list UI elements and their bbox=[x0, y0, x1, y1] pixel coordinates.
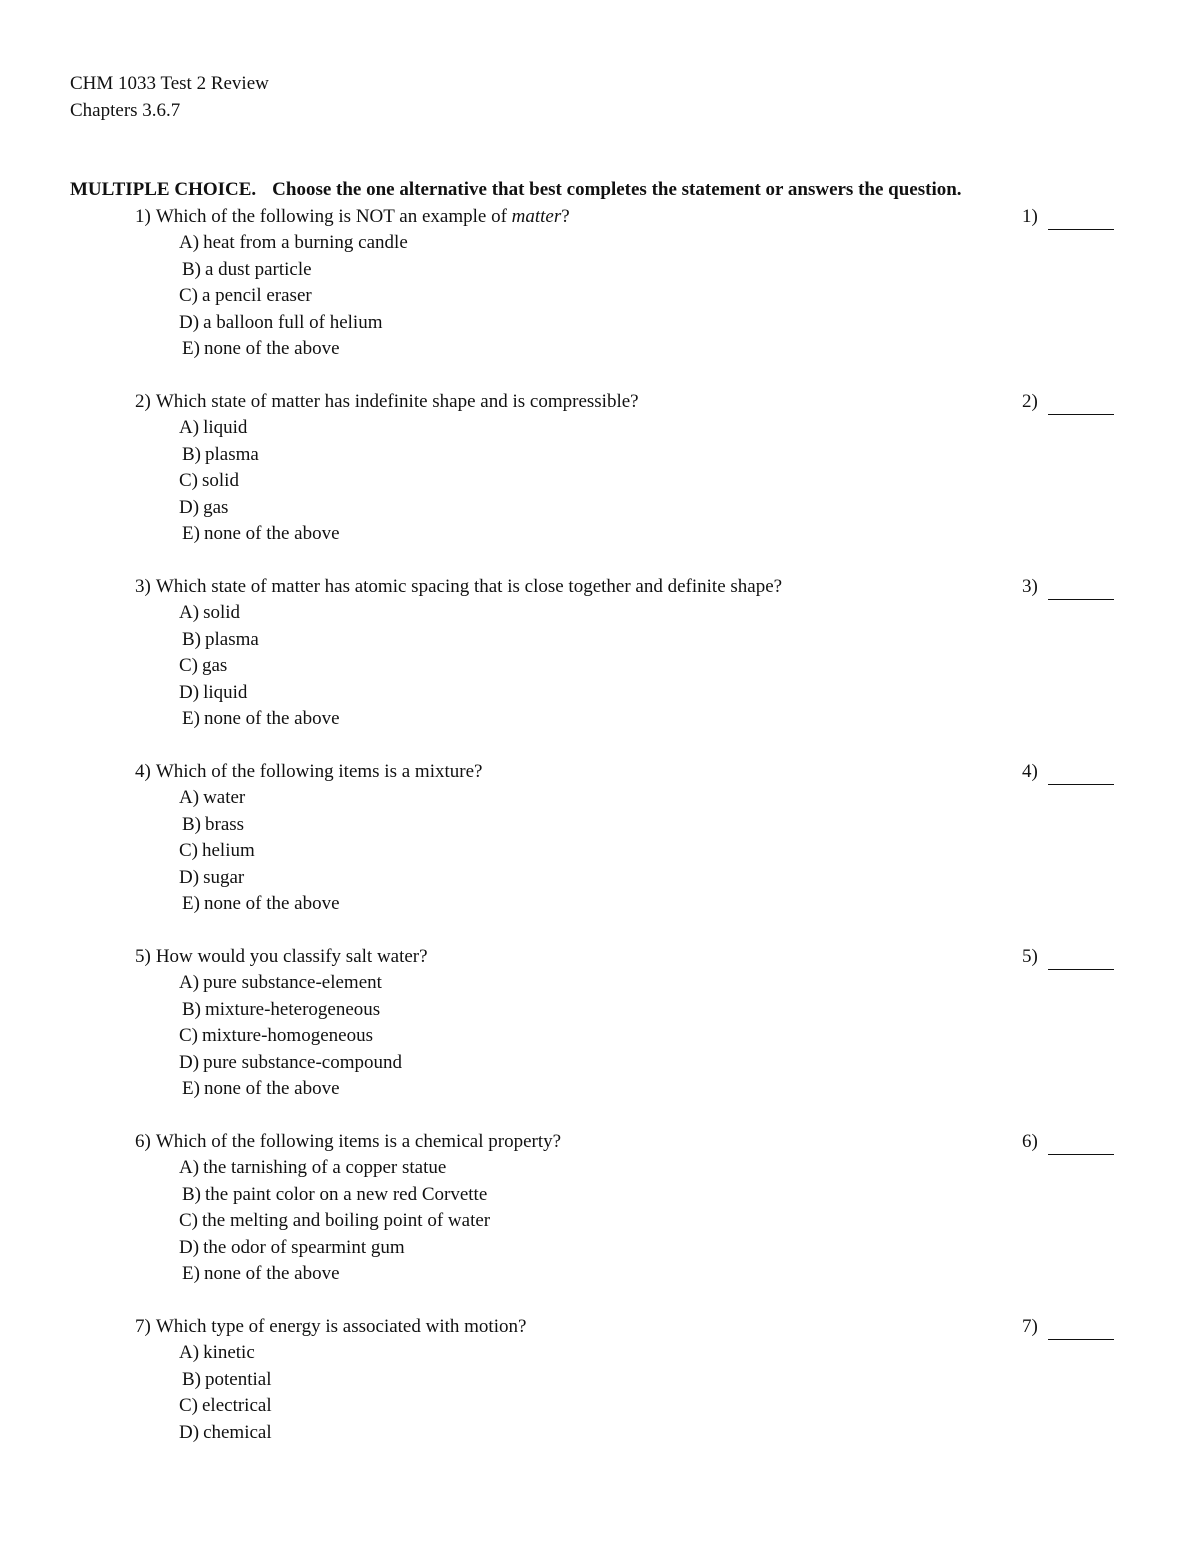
answer-slot-6 bbox=[1022, 1128, 1114, 1155]
option-5b[interactable] bbox=[179, 997, 402, 1024]
option-7a[interactable] bbox=[179, 1340, 272, 1367]
question-1-number: 1) bbox=[135, 206, 151, 227]
option-letter: C) bbox=[179, 840, 198, 861]
option-text: solid bbox=[202, 470, 239, 491]
question-3 bbox=[0, 573, 1200, 758]
option-letter: B) bbox=[182, 813, 201, 835]
option-text: none of the above bbox=[203, 523, 340, 544]
option-5e[interactable] bbox=[179, 1076, 402, 1103]
option-letter: A) bbox=[179, 787, 200, 808]
option-7b[interactable] bbox=[179, 1367, 272, 1394]
option-text: brass bbox=[205, 813, 245, 835]
option-text: potential bbox=[205, 1368, 272, 1390]
answer-slot-5 bbox=[1022, 943, 1114, 970]
answer-blank-6[interactable] bbox=[1048, 1136, 1114, 1155]
option-7c[interactable] bbox=[179, 1393, 272, 1420]
question-7-number: 7) bbox=[135, 1316, 151, 1337]
instructions-text: Choose the one alternative that best completes the statement or answers the question. bbox=[272, 179, 962, 200]
option-letter: B) bbox=[182, 258, 201, 280]
question-4-stem bbox=[135, 758, 482, 785]
question-6-options bbox=[179, 1155, 490, 1288]
option-3c[interactable] bbox=[179, 653, 340, 680]
option-text: pure substance-element bbox=[203, 972, 382, 993]
option-1a[interactable] bbox=[179, 230, 408, 257]
option-letter: E) bbox=[182, 1263, 200, 1284]
option-6d[interactable] bbox=[179, 1235, 490, 1262]
option-text: a balloon full of helium bbox=[203, 311, 383, 333]
option-6e[interactable] bbox=[179, 1261, 490, 1288]
question-6-number: 6) bbox=[135, 1131, 151, 1152]
option-text: none of the above bbox=[203, 1263, 340, 1284]
option-5c[interactable] bbox=[179, 1023, 402, 1050]
answer-slot-3-label: 3) bbox=[1022, 576, 1038, 597]
option-text: none of the above bbox=[203, 893, 340, 914]
option-letter: B) bbox=[182, 443, 201, 465]
option-letter: C) bbox=[179, 655, 198, 676]
question-7 bbox=[0, 1313, 1200, 1498]
option-3a[interactable] bbox=[179, 600, 340, 627]
question-2-text: Which state of matter has indefinite shape and is compressible? bbox=[155, 391, 639, 412]
question-2-stem bbox=[135, 388, 639, 415]
option-letter: C) bbox=[179, 1025, 198, 1046]
option-text: electrical bbox=[202, 1395, 272, 1416]
option-letter: D) bbox=[179, 1236, 200, 1258]
option-letter: E) bbox=[182, 523, 200, 544]
option-text: the odor of spearmint gum bbox=[203, 1236, 405, 1258]
option-text: none of the above bbox=[203, 1078, 340, 1099]
question-7-text: Which type of energy is associated with motion? bbox=[155, 1316, 527, 1337]
option-text: none of the above bbox=[203, 338, 340, 359]
option-letter: C) bbox=[179, 285, 198, 306]
answer-slot-7-label: 7) bbox=[1022, 1316, 1038, 1337]
answer-blank-7[interactable] bbox=[1048, 1321, 1114, 1340]
question-3-stem bbox=[135, 573, 782, 600]
answer-blank-3[interactable] bbox=[1048, 581, 1114, 600]
option-4a[interactable] bbox=[179, 785, 340, 812]
option-text: the tarnishing of a copper statue bbox=[203, 1157, 447, 1178]
option-4d[interactable] bbox=[179, 865, 340, 892]
question-3-text: Which state of matter has atomic spacing that is close together and definite shape? bbox=[155, 576, 783, 597]
option-text: helium bbox=[202, 840, 255, 861]
option-text: plasma bbox=[205, 443, 259, 465]
option-text: heat from a burning candle bbox=[203, 232, 408, 253]
question-1-options bbox=[179, 230, 408, 363]
option-letter: E) bbox=[182, 1078, 200, 1099]
option-letter: B) bbox=[182, 998, 201, 1020]
question-5-text: How would you classify salt water? bbox=[155, 946, 428, 967]
course-title: CHM 1033 Test 2 Review bbox=[70, 73, 269, 94]
answer-slot-4-label: 4) bbox=[1022, 761, 1038, 782]
option-letter: A) bbox=[179, 602, 200, 623]
option-letter: C) bbox=[179, 470, 198, 491]
question-4-options bbox=[179, 785, 340, 918]
option-5d[interactable] bbox=[179, 1050, 402, 1077]
question-1-text-end: ? bbox=[561, 206, 570, 227]
option-2e[interactable] bbox=[179, 521, 340, 548]
option-letter: B) bbox=[182, 1368, 201, 1390]
option-1d[interactable] bbox=[179, 310, 408, 337]
question-6-stem bbox=[135, 1128, 561, 1155]
question-2 bbox=[0, 388, 1200, 573]
option-letter: D) bbox=[179, 866, 200, 888]
question-2-options bbox=[179, 415, 340, 548]
option-text: sugar bbox=[203, 866, 245, 888]
option-text: none of the above bbox=[203, 708, 340, 729]
option-text: plasma bbox=[205, 628, 259, 650]
question-3-options bbox=[179, 600, 340, 733]
answer-slot-3 bbox=[1022, 573, 1114, 600]
answer-slot-2 bbox=[1022, 388, 1114, 415]
option-letter: C) bbox=[179, 1210, 198, 1231]
option-letter: E) bbox=[182, 338, 200, 359]
option-text: liquid bbox=[203, 417, 248, 438]
option-text: pure substance-compound bbox=[203, 1051, 402, 1073]
question-1 bbox=[0, 203, 1200, 388]
option-text: a dust particle bbox=[205, 258, 312, 280]
option-3e[interactable] bbox=[179, 706, 340, 733]
option-1c[interactable] bbox=[179, 283, 408, 310]
answer-slot-1-label: 1) bbox=[1022, 206, 1038, 227]
option-text: liquid bbox=[203, 681, 248, 703]
option-4e[interactable] bbox=[179, 891, 340, 918]
question-4 bbox=[0, 758, 1200, 943]
option-2d[interactable] bbox=[179, 495, 340, 522]
option-2a[interactable] bbox=[179, 415, 340, 442]
option-4c[interactable] bbox=[179, 838, 340, 865]
option-letter: E) bbox=[182, 708, 200, 729]
option-letter: A) bbox=[179, 1342, 200, 1363]
question-3-number: 3) bbox=[135, 576, 151, 597]
answer-blank-2[interactable] bbox=[1048, 396, 1114, 415]
option-6b[interactable] bbox=[179, 1182, 490, 1209]
section-label: MULTIPLE CHOICE. bbox=[70, 179, 257, 200]
option-letter: D) bbox=[179, 681, 200, 703]
answer-slot-6-label: 6) bbox=[1022, 1131, 1038, 1152]
option-text: gas bbox=[203, 496, 229, 518]
option-5a[interactable] bbox=[179, 970, 402, 997]
question-4-number: 4) bbox=[135, 761, 151, 782]
question-1-emphasis: matter bbox=[511, 206, 562, 227]
question-1-stem bbox=[135, 203, 570, 230]
chapters-line: Chapters 3.6.7 bbox=[70, 100, 181, 121]
option-text: a pencil eraser bbox=[202, 285, 312, 306]
answer-slot-7 bbox=[1022, 1313, 1114, 1340]
option-letter: D) bbox=[179, 311, 200, 333]
option-text: mixture-homogeneous bbox=[202, 1025, 373, 1046]
answer-blank-5[interactable] bbox=[1048, 951, 1114, 970]
question-5 bbox=[0, 943, 1200, 1128]
option-letter: B) bbox=[182, 1183, 201, 1205]
option-6c[interactable] bbox=[179, 1208, 490, 1235]
answer-blank-1[interactable] bbox=[1048, 211, 1114, 230]
option-text: solid bbox=[203, 602, 241, 623]
option-4b[interactable] bbox=[179, 812, 340, 839]
option-letter: A) bbox=[179, 232, 200, 253]
document-header bbox=[70, 70, 269, 124]
option-letter: B) bbox=[182, 628, 201, 650]
answer-slot-5-label: 5) bbox=[1022, 946, 1038, 967]
option-text: gas bbox=[202, 655, 228, 676]
answer-slot-2-label: 2) bbox=[1022, 391, 1038, 412]
question-6-text: Which of the following items is a chemical property? bbox=[155, 1131, 562, 1152]
section-instructions bbox=[70, 176, 962, 203]
option-letter: A) bbox=[179, 1157, 200, 1178]
option-text: the paint color on a new red Corvette bbox=[205, 1183, 488, 1205]
option-3d[interactable] bbox=[179, 680, 340, 707]
option-text: chemical bbox=[203, 1421, 272, 1443]
option-letter: D) bbox=[179, 496, 200, 518]
option-letter: A) bbox=[179, 417, 200, 438]
answer-blank-4[interactable] bbox=[1048, 766, 1114, 785]
option-text: the melting and boiling point of water bbox=[202, 1210, 491, 1231]
option-3b[interactable] bbox=[179, 627, 340, 654]
option-7d[interactable] bbox=[179, 1420, 272, 1447]
option-2c[interactable] bbox=[179, 468, 340, 495]
question-list bbox=[0, 203, 1200, 1498]
option-text: water bbox=[203, 787, 246, 808]
question-5-number: 5) bbox=[135, 946, 151, 967]
question-7-options bbox=[179, 1340, 272, 1446]
option-1e[interactable] bbox=[179, 336, 408, 363]
option-letter: D) bbox=[179, 1051, 200, 1073]
option-1b[interactable] bbox=[179, 257, 408, 284]
option-2b[interactable] bbox=[179, 442, 340, 469]
question-7-stem bbox=[135, 1313, 526, 1340]
question-6 bbox=[0, 1128, 1200, 1313]
option-text: kinetic bbox=[203, 1342, 255, 1363]
question-5-stem bbox=[135, 943, 428, 970]
option-letter: A) bbox=[179, 972, 200, 993]
option-letter: C) bbox=[179, 1395, 198, 1416]
question-2-number: 2) bbox=[135, 391, 151, 412]
option-6a[interactable] bbox=[179, 1155, 490, 1182]
question-5-options bbox=[179, 970, 402, 1103]
option-text: mixture-heterogeneous bbox=[205, 998, 381, 1020]
option-letter: D) bbox=[179, 1421, 200, 1443]
answer-slot-1 bbox=[1022, 203, 1114, 230]
question-4-text: Which of the following items is a mixture? bbox=[155, 761, 483, 782]
answer-slot-4 bbox=[1022, 758, 1114, 785]
question-1-text: Which of the following is NOT an example of bbox=[155, 206, 512, 227]
option-letter: E) bbox=[182, 893, 200, 914]
